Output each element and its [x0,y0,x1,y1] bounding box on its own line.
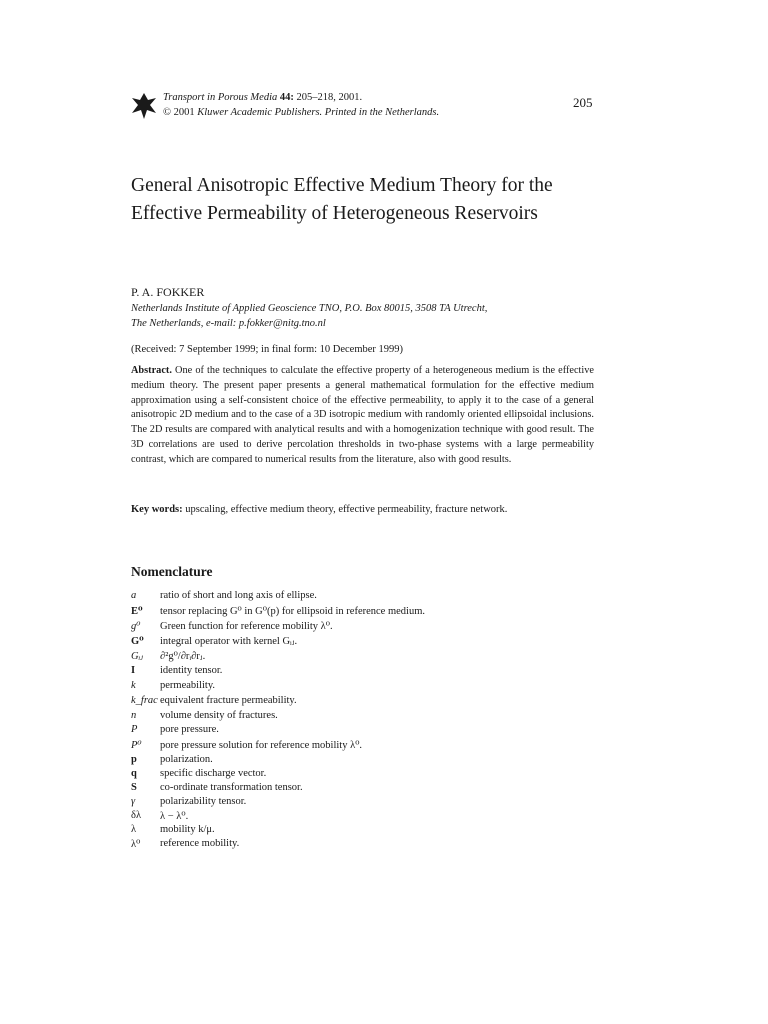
nomenclature-heading: Nomenclature [131,564,213,579]
nomenclature-symbol: a [131,590,137,601]
nomenclature-symbol: I [131,665,136,676]
nomenclature-symbol: γ [131,796,136,807]
nomenclature-symbol: p [131,754,137,765]
nomenclature-definition: λ − λ⁰. [160,811,189,822]
nomenclature-definition: volume density of fractures. [160,710,278,721]
nomenclature-definition: specific discharge vector. [160,768,267,779]
keywords [131,504,507,515]
nomenclature-definition: ratio of short and long axis of ellipse. [160,590,317,601]
nomenclature-symbol: q [131,768,137,779]
nomenclature-symbol: E⁰ [131,606,143,617]
nomenclature-symbol: λ⁰ [131,839,141,850]
keywords-text: upscaling, effective medium theory, effective permeability, fracture network. [185,504,508,515]
abstract-label: Abstract. [131,365,172,376]
nomenclature-symbol: δλ [131,810,142,821]
nomenclature-definition: pore pressure. [160,724,219,735]
journal-line-2 [163,105,439,120]
affiliation-line-1: Netherlands Institute of Applied Geoscience TNO, P.O. Box 80015, 3508 TA Utrecht, [131,303,488,314]
nomenclature-symbol: k_frac [131,695,158,706]
paper-title: General Anisotropic Effective Medium Theory for the Effective Permeability of Heterogeneous Reservoirs [131,175,553,224]
nomenclature-definition: tensor replacing G⁰ in G⁰(p) for ellipsoid in reference medium. [160,606,425,617]
nomenclature-definition: identity tensor. [160,665,223,676]
received-dates: (Received: 7 September 1999; in final form: 10 December 1999) [131,344,404,355]
abstract [131,364,594,468]
nomenclature-definition: reference mobility. [160,838,240,849]
nomenclature-definition: permeability. [160,680,216,691]
page-number: 205 [573,95,593,110]
affiliation-line-2: The Netherlands, e-mail: p.fokker@nitg.tno.nl [131,318,326,329]
publisher-text: Kluwer Academic Publishers. Printed in the Netherlands. [197,107,440,118]
copyright-symbol: © [163,107,171,118]
nomenclature-definition: ∂²g⁰/∂rᵢ∂rⱼ. [160,651,206,662]
nomenclature-definition: co-ordinate transformation tensor. [160,782,303,793]
nomenclature-symbol: G⁰ [131,636,144,647]
kluwer-logo-icon [131,92,157,120]
nomenclature-symbol: λ [131,824,137,835]
nomenclature-definition: polarization. [160,754,213,765]
nomenclature-symbol: Gᵢⱼ [131,651,144,662]
nomenclature-definition: equivalent fracture permeability. [160,695,297,706]
copyright-year: 2001 [173,107,195,118]
nomenclature-symbol: k [131,680,136,691]
nomenclature-definition: pore pressure solution for reference mobility λ⁰. [160,740,363,751]
nomenclature-symbol: S [131,782,137,793]
journal-citation [163,90,439,120]
nomenclature-definition: mobility k/μ. [160,824,215,835]
nomenclature-definition: polarizability tensor. [160,796,247,807]
keywords-label: Key words: [131,504,183,515]
nomenclature-symbol: P [131,724,138,735]
journal-name: Transport in Porous Media [163,92,278,103]
nomenclature-symbol: g⁰ [131,621,141,632]
journal-line-1 [163,90,439,105]
nomenclature-symbol: P⁰ [131,740,142,751]
nomenclature-symbol: n [131,710,137,721]
journal-volume: 44: [279,92,294,103]
journal-pages: 205–218, 2001. [296,92,363,103]
nomenclature-definition: integral operator with kernel Gᵢⱼ. [160,636,298,647]
author-affiliation [131,301,487,331]
author-name: P. A. FOKKER [131,285,205,299]
nomenclature-definition: Green function for reference mobility λ⁰. [160,621,333,632]
abstract-text: One of the techniques to calculate the effective property of a heterogeneous medium is the effective medium theory. The present paper presents a general mathematical formulation for the effective medium approximation using a self-consistent choice of the effective permeability, to apply it to the case of a general anisotropic 2D medium and to the case of a 3D isotropic medium with randomly oriented ellipsoidal inclusions. The 2D results are compared with analytical results and with a homogenization technique with good result. The 3D correlations are used to derive percolation thresholds in two-phase systems with a large permeability contrast, which are compared to numerical results from the literature, also with good results. [131,365,594,465]
